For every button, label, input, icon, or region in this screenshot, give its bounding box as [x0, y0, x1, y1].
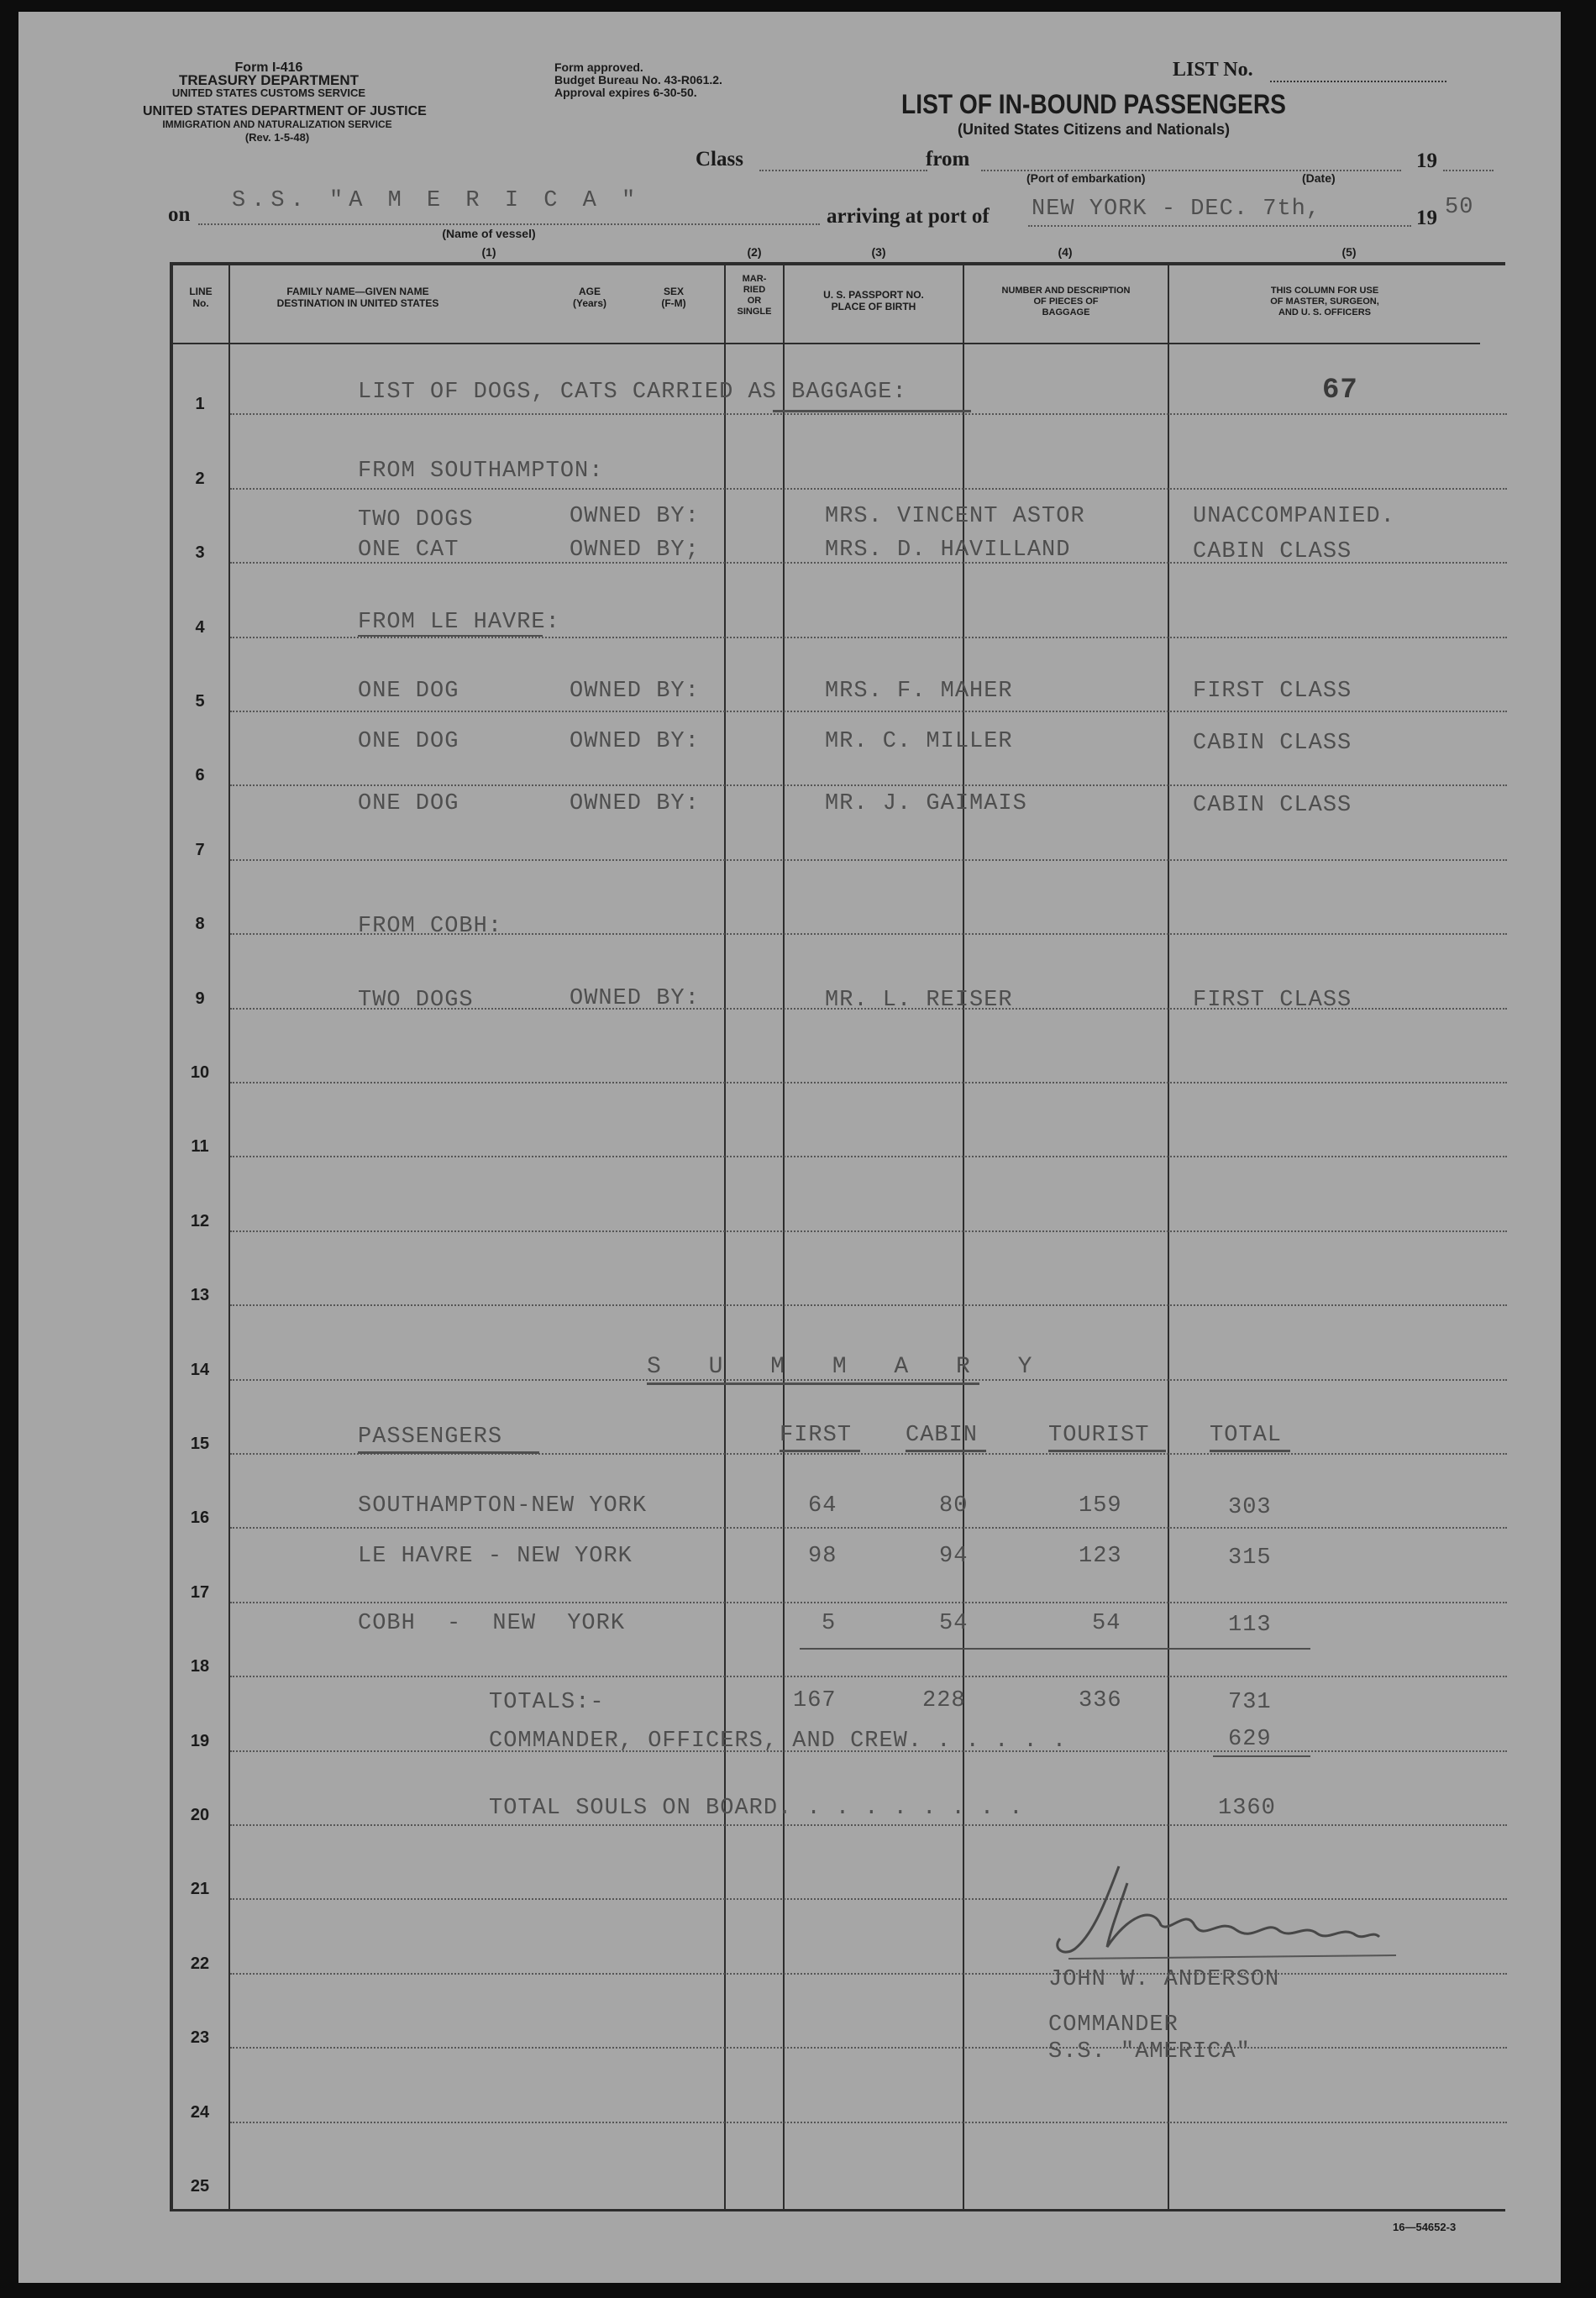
totals-tourist: 336	[1079, 1688, 1122, 1713]
total-underline	[1210, 1450, 1290, 1452]
summary-tourist: 123	[1079, 1544, 1122, 1569]
entry-owned-by: OWNED BY:	[570, 679, 700, 704]
summary-tourist: 159	[1079, 1493, 1122, 1519]
form-page	[18, 12, 1561, 2283]
row-rule	[230, 711, 1507, 712]
row-rule	[230, 2122, 1507, 2123]
form-number: Form I-416	[234, 60, 303, 75]
entry-owner: MRS. D. HAVILLAND	[825, 538, 1071, 563]
line-number: 9	[195, 989, 205, 1008]
col-num-4: (4)	[1058, 245, 1073, 259]
line-number: 21	[190, 1880, 210, 1899]
revision: (Rev. 1-5-48)	[244, 131, 310, 144]
page-number: 67	[1322, 375, 1358, 407]
commander-name: JOHN W. ANDERSON	[1048, 1967, 1280, 1992]
arrival-line	[1028, 225, 1411, 227]
entry-item: ONE CAT	[358, 538, 459, 563]
treasury-department: TREASURY DEPARTMENT	[178, 72, 360, 88]
table-bottom-border	[170, 2209, 1505, 2211]
list-no-label: LIST No.	[1173, 59, 1253, 81]
line-number: 5	[195, 692, 205, 711]
year-line-top	[1443, 170, 1494, 171]
entry-owned-by: OWNED BY:	[570, 729, 700, 754]
header-name: FAMILY NAME—GIVEN NAME DESTINATION IN UNITED STATES	[276, 286, 439, 309]
row-rule	[230, 1156, 1507, 1157]
commander-signature	[1026, 1849, 1396, 1967]
vessel-name: S.S. "A M E R I C A "	[232, 188, 642, 213]
entry-item: TWO DOGS	[358, 988, 474, 1013]
crew-label: COMMANDER, OFFICERS, AND CREW. . . . . .	[489, 1729, 1068, 1754]
first-underline	[780, 1450, 860, 1452]
row-rule	[230, 413, 1507, 415]
year-prefix: 19	[1416, 150, 1437, 172]
summary-underline	[647, 1382, 979, 1385]
summary-header-passengers: PASSENGERS	[358, 1424, 503, 1450]
totals-cabin: 228	[922, 1688, 966, 1713]
entry-class: FIRST CLASS	[1193, 679, 1352, 704]
row-rule	[230, 2047, 1507, 2049]
section-le-havre: FROM LE HAVRE:	[358, 610, 560, 635]
row-rule	[230, 1602, 1507, 1603]
list-heading: LIST OF DOGS, CATS CARRIED AS BAGGAGE:	[358, 380, 907, 405]
summary-route: SOUTHAMPTON-NEW YORK	[358, 1493, 648, 1519]
col-num-3: (3)	[871, 245, 886, 259]
entry-class: CABIN CLASS	[1193, 731, 1352, 756]
customs-service: UNITED STATES CUSTOMS SERVICE	[171, 87, 366, 99]
line-number: 2	[195, 469, 205, 488]
col-num-1: (1)	[481, 245, 496, 259]
entry-class: UNACCOMPANIED.	[1193, 504, 1395, 529]
col-divider-passport	[783, 264, 785, 2211]
entry-owned-by: OWNED BY:	[570, 791, 700, 816]
commander-vessel: S.S. "AMERICA"	[1048, 2039, 1251, 2065]
table-header-bottom	[170, 343, 1480, 344]
entry-owned-by: OWNED BY:	[570, 504, 700, 529]
line-number: 24	[190, 2102, 210, 2122]
souls-count: 1360	[1218, 1796, 1276, 1821]
approval-expires: Approval expires 6-30-50.	[554, 86, 697, 99]
line-number: 14	[190, 1360, 210, 1379]
on-label: on	[168, 203, 191, 226]
souls-label: TOTAL SOULS ON BOARD. . . . . . . . .	[489, 1796, 1024, 1821]
summary-first: 5	[822, 1611, 837, 1636]
summary-total: 315	[1228, 1545, 1272, 1571]
header-married: MAR- RIED OR SINGLE	[737, 274, 772, 317]
ins-service: IMMIGRATION AND NATURALIZATION SERVICE	[162, 118, 392, 130]
line-number: 22	[190, 1954, 210, 1973]
summary-totals-rule	[800, 1648, 1310, 1650]
year-prefix-arrival: 19	[1416, 207, 1437, 229]
row-rule	[230, 1304, 1507, 1306]
summary-header-cabin: CABIN	[906, 1423, 979, 1448]
line-number: 18	[190, 1657, 210, 1676]
line-number: 7	[195, 840, 205, 859]
row-rule	[230, 859, 1507, 861]
entry-owned-by: OWNED BY;	[570, 538, 700, 563]
header-line-no: LINE No.	[189, 286, 213, 309]
summary-cabin: 54	[939, 1611, 969, 1636]
list-no-line	[1270, 81, 1446, 83]
port-of-embarkation-label: (Port of embarkation)	[1026, 171, 1146, 185]
header-age: AGE (Years)	[572, 286, 607, 309]
form-title: LIST OF IN-BOUND PASSENGERS	[901, 89, 1286, 119]
summary-header-total: TOTAL	[1210, 1423, 1283, 1448]
entry-class: CABIN CLASS	[1193, 539, 1352, 564]
col-divider-married	[724, 264, 726, 2211]
department-of-justice: UNITED STATES DEPARTMENT OF JUSTICE	[143, 104, 427, 118]
budget-bureau: Budget Bureau No. 43-R061.2.	[554, 73, 722, 87]
section-cobh: FROM COBH:	[358, 914, 503, 939]
souls-rule	[1213, 1755, 1310, 1757]
line-number: 23	[190, 2028, 210, 2048]
header-baggage: NUMBER AND DESCRIPTION OF PIECES OF BAGGAGE	[1001, 286, 1131, 317]
row-rule	[230, 1973, 1507, 1975]
line-number: 3	[195, 543, 205, 563]
col-num-5: (5)	[1341, 245, 1357, 259]
vessel-line	[198, 223, 820, 225]
line-number: 1	[195, 395, 205, 414]
arrival-port-date: NEW YORK - DEC. 7th,	[1032, 197, 1321, 222]
line-number: 20	[190, 1806, 210, 1824]
arriving-label: arriving at port of	[827, 205, 990, 228]
line-number: 16	[190, 1508, 210, 1528]
row-rule	[230, 1824, 1507, 1826]
summary-route: LE HAVRE - NEW YORK	[358, 1544, 633, 1569]
commander-title: COMMANDER	[1048, 2012, 1179, 2038]
line-number: 13	[190, 1286, 210, 1305]
form-approved: Form approved.	[554, 60, 643, 74]
line-number: 11	[191, 1137, 209, 1157]
entry-owner: MR. J. GAIMAIS	[825, 791, 1027, 816]
cabin-underline	[906, 1450, 986, 1452]
class-label: Class	[696, 148, 743, 171]
summary-header-tourist: TOURIST	[1048, 1423, 1150, 1448]
line-number: 15	[190, 1435, 210, 1453]
entry-owned-by: OWNED BY:	[570, 986, 700, 1011]
entry-item: ONE DOG	[358, 791, 459, 816]
entry-owner: MRS. VINCENT ASTOR	[825, 504, 1085, 529]
line-number: 25	[190, 2177, 210, 2196]
summary-cabin: 94	[939, 1544, 969, 1569]
line-number: 4	[195, 617, 205, 637]
line-number: 6	[195, 766, 205, 785]
summary-first: 98	[808, 1544, 837, 1569]
entry-owner: MR. C. MILLER	[825, 729, 1013, 754]
entry-item: ONE DOG	[358, 729, 459, 754]
summary-tourist: 54	[1092, 1611, 1121, 1636]
header-passport: U. S. PASSPORT NO. PLACE OF BIRTH	[823, 289, 924, 312]
arrival-year: 50	[1445, 195, 1474, 220]
section-southampton: FROM SOUTHAMPTON:	[358, 459, 604, 484]
table-top-border	[170, 262, 1505, 265]
header-sex: SEX (F-M)	[661, 286, 686, 309]
entry-item: TWO DOGS	[358, 507, 474, 533]
summary-header-first: FIRST	[780, 1423, 853, 1448]
crew-count: 629	[1228, 1727, 1272, 1752]
totals-total: 731	[1228, 1690, 1272, 1715]
summary-first: 64	[808, 1493, 837, 1519]
entry-item: ONE DOG	[358, 679, 459, 704]
summary-total: 303	[1228, 1495, 1272, 1520]
summary-route: COBH - NEW YORK	[358, 1611, 626, 1636]
form-subtitle: (United States Citizens and Nationals)	[957, 121, 1231, 138]
line-number: 10	[190, 1063, 210, 1082]
entry-owner: MR. L. REISER	[825, 988, 1013, 1013]
row-rule	[230, 1082, 1507, 1083]
row-rule	[230, 1676, 1507, 1677]
header-master: THIS COLUMN FOR USE OF MASTER, SURGEON, AND U. S. OFFICERS	[1270, 286, 1379, 317]
vessel-name-label: (Name of vessel)	[442, 227, 536, 240]
line-number: 8	[195, 915, 205, 934]
row-rule	[230, 1527, 1507, 1529]
entry-owner: MRS. F. MAHER	[825, 679, 1013, 704]
entry-class: FIRST CLASS	[1193, 988, 1352, 1013]
form-code: 16—54652-3	[1393, 2221, 1457, 2233]
totals-label: TOTALS:-	[489, 1690, 605, 1715]
line-number: 17	[190, 1582, 210, 1602]
passengers-underline	[358, 1451, 539, 1454]
date-label: (Date)	[1302, 171, 1336, 185]
entry-class: CABIN CLASS	[1193, 793, 1352, 818]
row-rule	[230, 488, 1507, 490]
row-rule	[230, 784, 1507, 786]
class-line	[759, 170, 927, 171]
summary-title: S U M M A R Y	[647, 1354, 1049, 1380]
line-number: 19	[190, 1731, 210, 1750]
tourist-underline	[1048, 1450, 1166, 1452]
line-number: 12	[190, 1211, 210, 1230]
summary-total: 113	[1228, 1613, 1272, 1638]
summary-cabin: 80	[939, 1493, 969, 1519]
totals-first: 167	[793, 1688, 837, 1713]
from-label: from	[926, 148, 970, 171]
col-num-2: (2)	[747, 245, 762, 259]
le-havre-underline	[358, 635, 543, 637]
heading-underline	[773, 410, 971, 412]
row-rule	[230, 1230, 1507, 1232]
